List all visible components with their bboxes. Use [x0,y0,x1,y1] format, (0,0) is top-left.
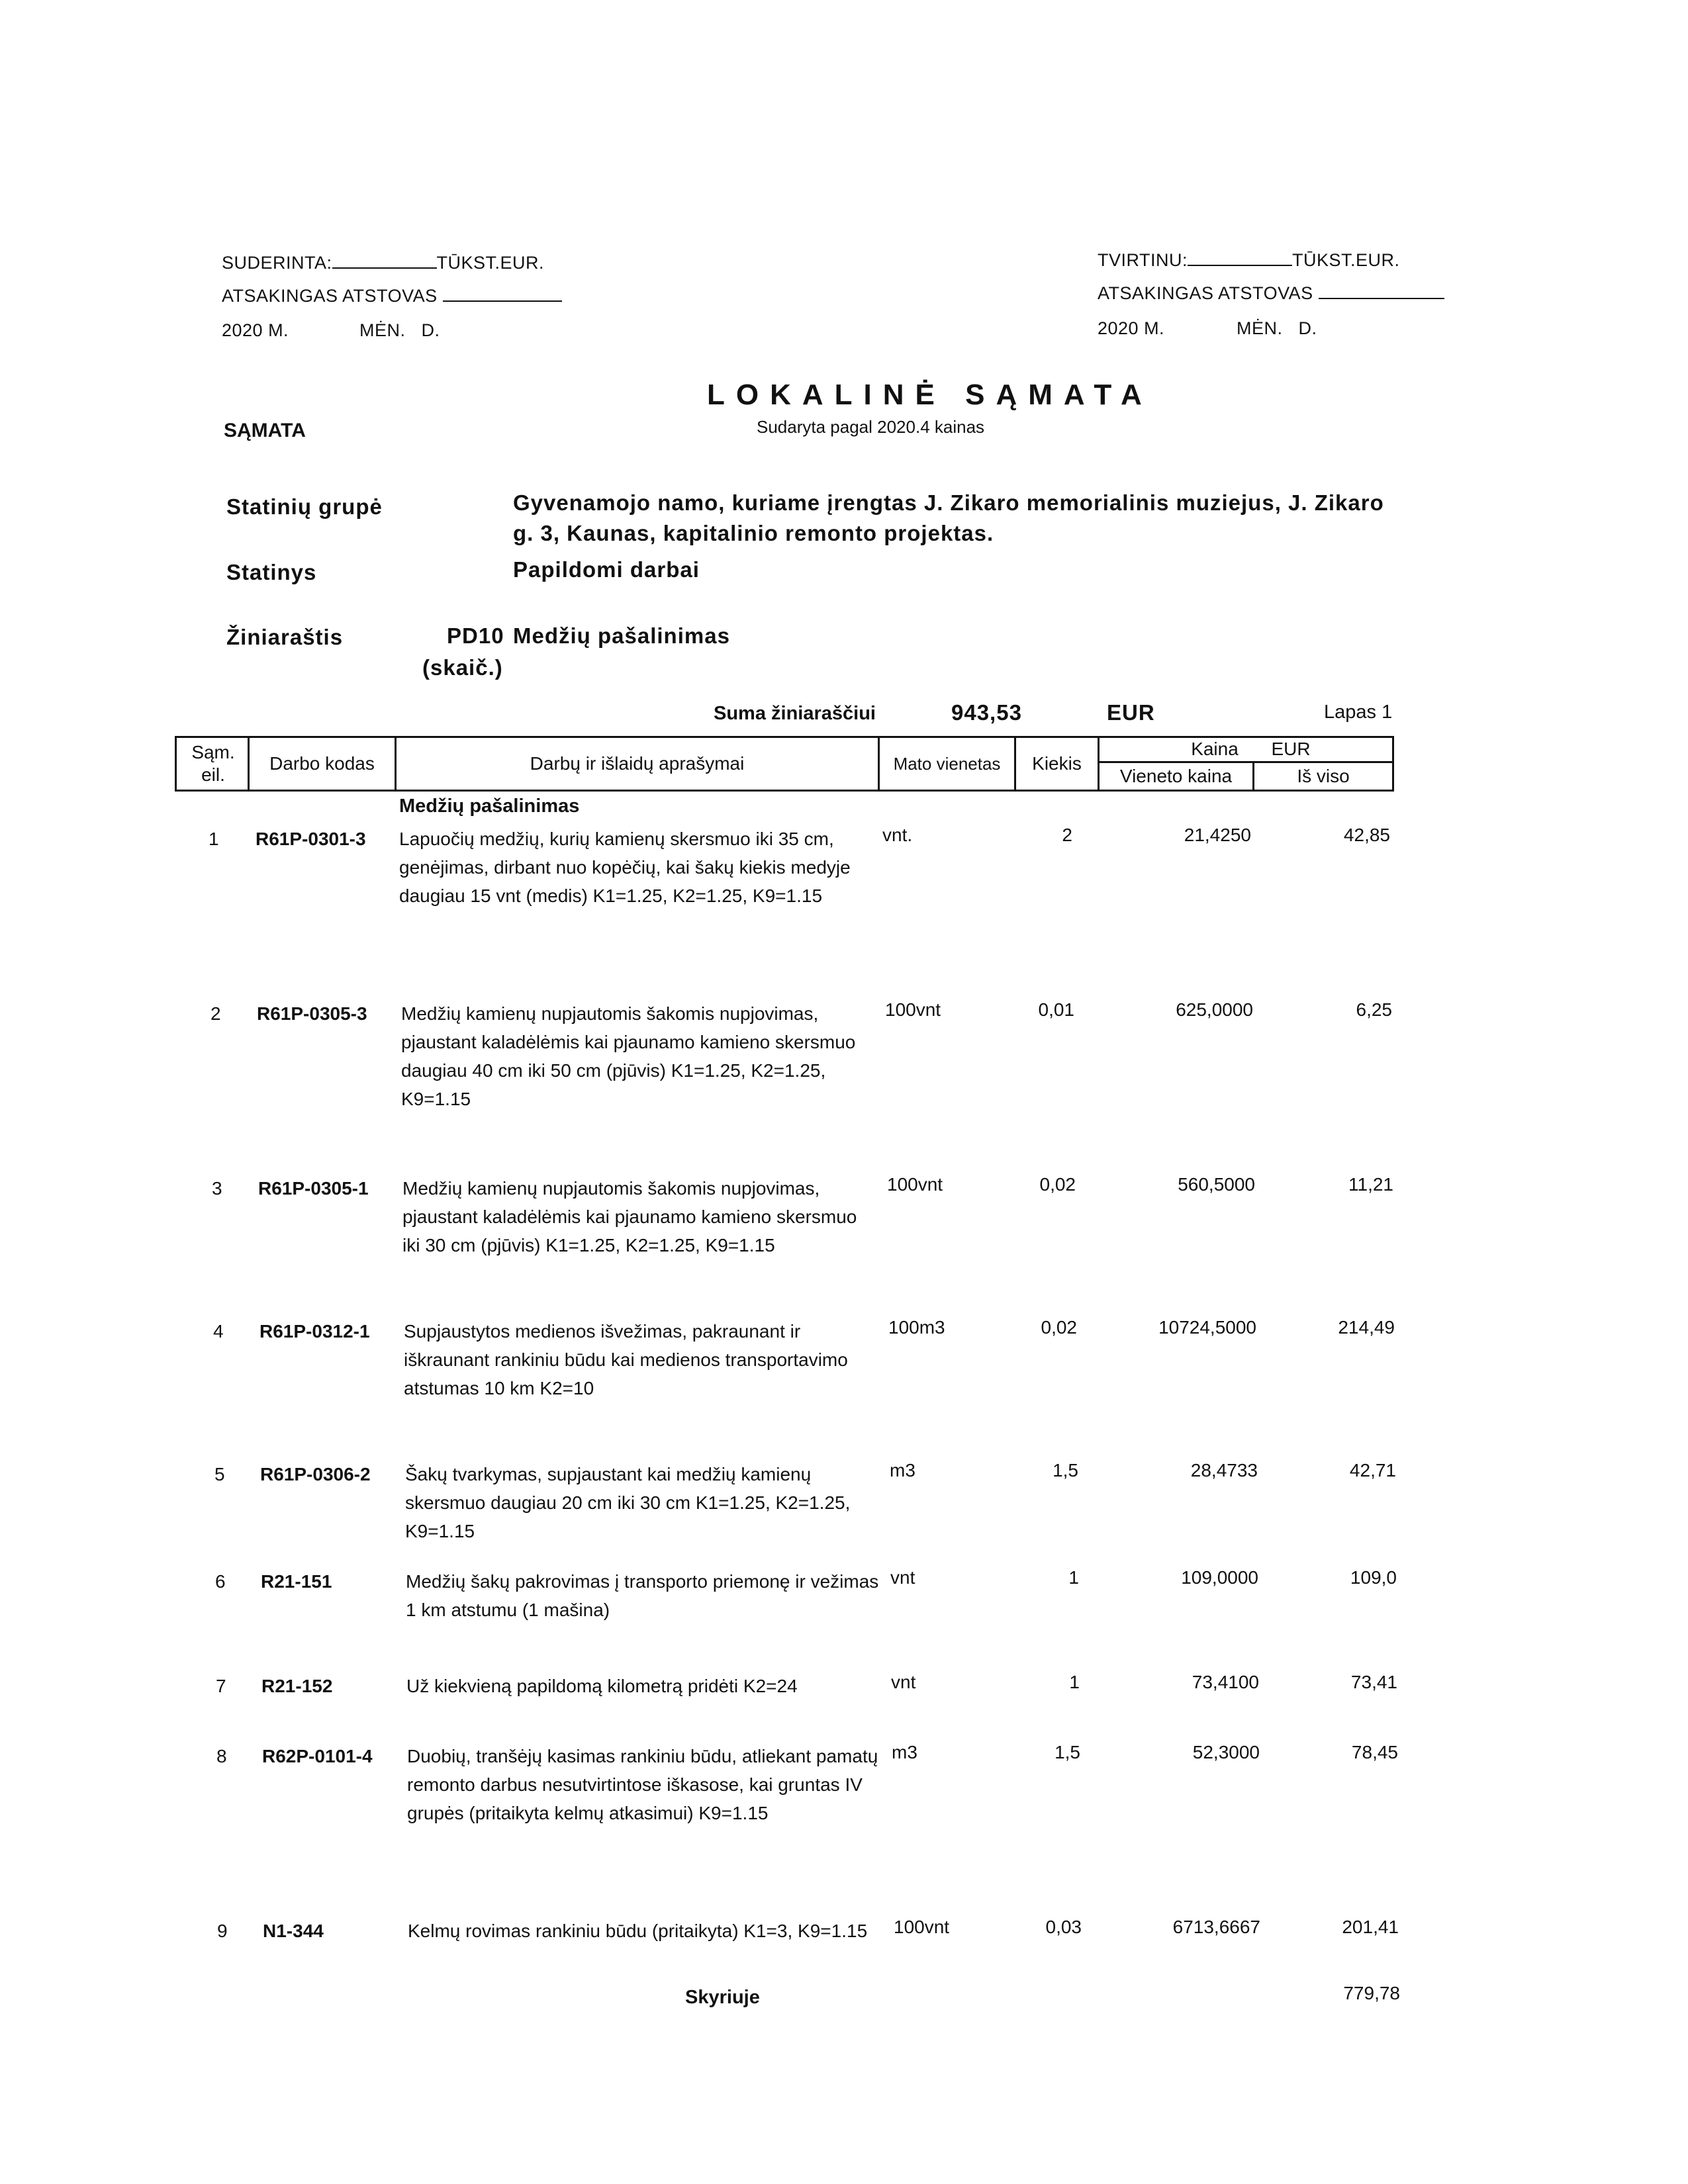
approval-right-line2 [1098,283,1444,304]
doc-type-label: SĄMATA [224,420,306,441]
row-code: R61P-0301-3 [256,829,366,849]
row-no: 6 [215,1571,226,1592]
row-no: 3 [212,1178,222,1199]
sheet-code: PD10 [447,623,504,648]
row-unit: m3 [890,1460,915,1480]
row-code: R21-151 [261,1571,332,1592]
row-code: R61P-0312-1 [259,1321,370,1342]
row-unit: m3 [892,1742,917,1762]
approval-right-suffix: TŪKST.EUR. [1292,250,1400,270]
row-code: R21-152 [261,1676,333,1696]
row-no: 2 [211,1003,221,1024]
section-total-label: Skyriuje [685,1987,760,2008]
summary-label: Suma žiniaraščiui [714,703,876,724]
header-total: Iš viso [1297,766,1350,786]
row-unit-price: 625,0000 [1176,999,1253,1020]
row-unit: 100vnt [885,999,941,1020]
sheet-calc: (skaič.) [422,655,503,680]
approval-right-prefix: TVIRTINU: [1098,250,1188,270]
row-description: Duobių, tranšėjų kasimas rankiniu būdu, atliekant pamatų remonto darbus nesutvirtintose iškasose, kai gruntas IV grupės (pritaikyta kelmų atkasimui) K9=1.15 [407,1746,878,1823]
approval-left-line1 [222,253,544,273]
row-description: Medžių kamienų nupjautomis šakomis nupjovimas, pjaustant kaladėlėmis kai pjaunamo kamieno skersmuo iki 30 cm (pjūvis) K1=1.25, K2=1.25, K9=1.15 [402,1178,857,1255]
blank-line [332,267,437,269]
row-description: Supjaustytos medienos išvežimas, pakraunant ir iškraunant rankiniu būdu kai medienos transportavimo atstumas 10 km K2=10 [404,1321,848,1398]
header-unit-price: Vieneto kaina [1119,766,1233,786]
row-unit-price: 109,0000 [1181,1567,1258,1588]
building-label: Statinys [226,560,317,584]
blank-line [1319,297,1444,299]
header-price: Kaina [1191,739,1239,759]
row-unit-price: 560,5000 [1178,1174,1255,1195]
row-code: R61P-0305-3 [257,1003,367,1024]
row-total: 78,45 [1351,1742,1398,1762]
approval-left-month-day: MĖN. D. [359,320,440,340]
row-total: 42,85 [1343,825,1390,845]
row-qty: 0,01 [1038,999,1074,1020]
sheet-label: Žiniaraštis [226,625,344,649]
building-value: Papildomi darbai [513,557,700,582]
page-title: LOKALINĖ SĄMATA [707,379,1153,411]
approval-left-year: 2020 M. [222,320,289,340]
summary-currency: EUR [1107,700,1155,725]
header-qty: Kiekis [1032,753,1082,774]
row-total: 73,41 [1350,1672,1397,1692]
group-label: Statinių grupė [226,494,383,519]
row-unit-price: 10724,5000 [1158,1317,1256,1338]
approval-right-month-day: MĖN. D. [1237,318,1317,338]
page-number: Lapas 1 [1324,702,1393,723]
approval-right-year: 2020 M. [1098,318,1165,338]
header-unit: Mato vienetas [893,753,1001,774]
row-total: 214,49 [1338,1317,1395,1338]
approval-right-line1 [1098,250,1400,271]
row-no: 7 [216,1676,226,1696]
row-unit-price: 6713,6667 [1172,1917,1260,1937]
row-qty: 0,02 [1039,1174,1076,1195]
row-qty: 1 [1069,1672,1080,1692]
group-value: Gyvenamojo namo, kuriame įrengtas J. Zikaro memorialinis muziejus, J. Zikaro g. 3, Kaunas, kapitalinio remonto projektas. [513,490,1384,545]
row-qty: 0,02 [1041,1317,1077,1338]
row-code: R61P-0306-2 [260,1464,371,1484]
row-total: 6,25 [1356,999,1392,1020]
row-description: Kelmų rovimas rankiniu būdu (pritaikyta) K1=3, K9=1.15 [408,1921,868,1941]
section-total-value: 779,78 [1343,1983,1400,2003]
row-unit: 100vnt [894,1917,950,1937]
row-unit: 100m3 [888,1317,945,1338]
row-code: R61P-0305-1 [258,1178,369,1199]
row-no: 8 [216,1746,227,1766]
row-unit: vnt [891,1672,916,1692]
header-no: Sąm. eil. [191,742,235,785]
row-qty: 1 [1068,1567,1079,1588]
row-qty: 1,5 [1055,1742,1080,1762]
row-unit: 100vnt [887,1174,943,1195]
row-unit: vnt [890,1567,915,1588]
approval-left-rep: ATSAKINGAS ATSTOVAS [222,286,438,306]
blank-line [443,300,562,302]
row-total: 201,41 [1342,1917,1399,1937]
row-qty: 0,03 [1045,1917,1082,1937]
row-no: 5 [214,1464,225,1484]
row-description: Medžių šakų pakrovimas į transporto priemonę ir vežimas 1 km atstumu (1 mašina) [406,1571,879,1620]
sheet-value: Medžių pašalinimas [513,623,730,648]
row-total: 42,71 [1349,1460,1396,1480]
header-currency: EUR [1271,739,1311,759]
row-description: Lapuočių medžių, kurių kamienų skersmuo iki 35 cm, genėjimas, dirbant nuo kopėčių, kai šakų kiekis medyje daugiau 15 vnt (medis) K1=1.25, K2=1.25, K9=1.15 [399,829,851,906]
row-no: 9 [217,1921,228,1941]
row-code: N1-344 [263,1921,324,1941]
row-qty: 2 [1062,825,1072,845]
blank-line [1188,264,1292,266]
row-total: 109,0 [1350,1567,1397,1588]
header-description: Darbų ir išlaidų aprašymai [530,753,745,774]
approval-left-line2 [222,286,562,306]
row-description: Už kiekvieną papildomą kilometrą pridėti K2=24 [406,1676,798,1696]
row-unit: vnt. [882,825,913,845]
row-unit-price: 52,3000 [1192,1742,1260,1762]
approval-left-suffix: TŪKST.EUR. [436,253,545,273]
row-description: Medžių kamienų nupjautomis šakomis nupjovimas, pjaustant kaladėlėmis kai pjaunamo kamieno skersmuo daugiau 40 cm iki 50 cm (pjūvis) K1=1.25, K2=1.25, K9=1.15 [401,1003,856,1109]
row-description: Šakų tvarkymas, supjaustant kai medžių kamienų skersmuo daugiau 20 cm iki 30 cm K1=1.25, K2=1.25, K9=1.15 [405,1464,851,1541]
row-no: 4 [213,1321,224,1342]
approval-left-prefix: SUDERINTA: [222,253,332,273]
summary-amount: 943,53 [951,700,1022,725]
row-unit-price: 21,4250 [1184,825,1251,845]
row-unit-price: 73,4100 [1192,1672,1259,1692]
page-subtitle: Sudaryta pagal 2020.4 kainas [757,417,985,437]
approval-right-rep: ATSAKINGAS ATSTOVAS [1098,283,1313,303]
row-unit-price: 28,4733 [1190,1460,1258,1480]
row-total: 11,21 [1348,1174,1393,1195]
row-qty: 1,5 [1053,1460,1078,1480]
row-code: R62P-0101-4 [262,1746,373,1766]
header-code: Darbo kodas [269,753,375,774]
row-no: 1 [209,829,219,849]
section-title: Medžių pašalinimas [399,796,580,817]
